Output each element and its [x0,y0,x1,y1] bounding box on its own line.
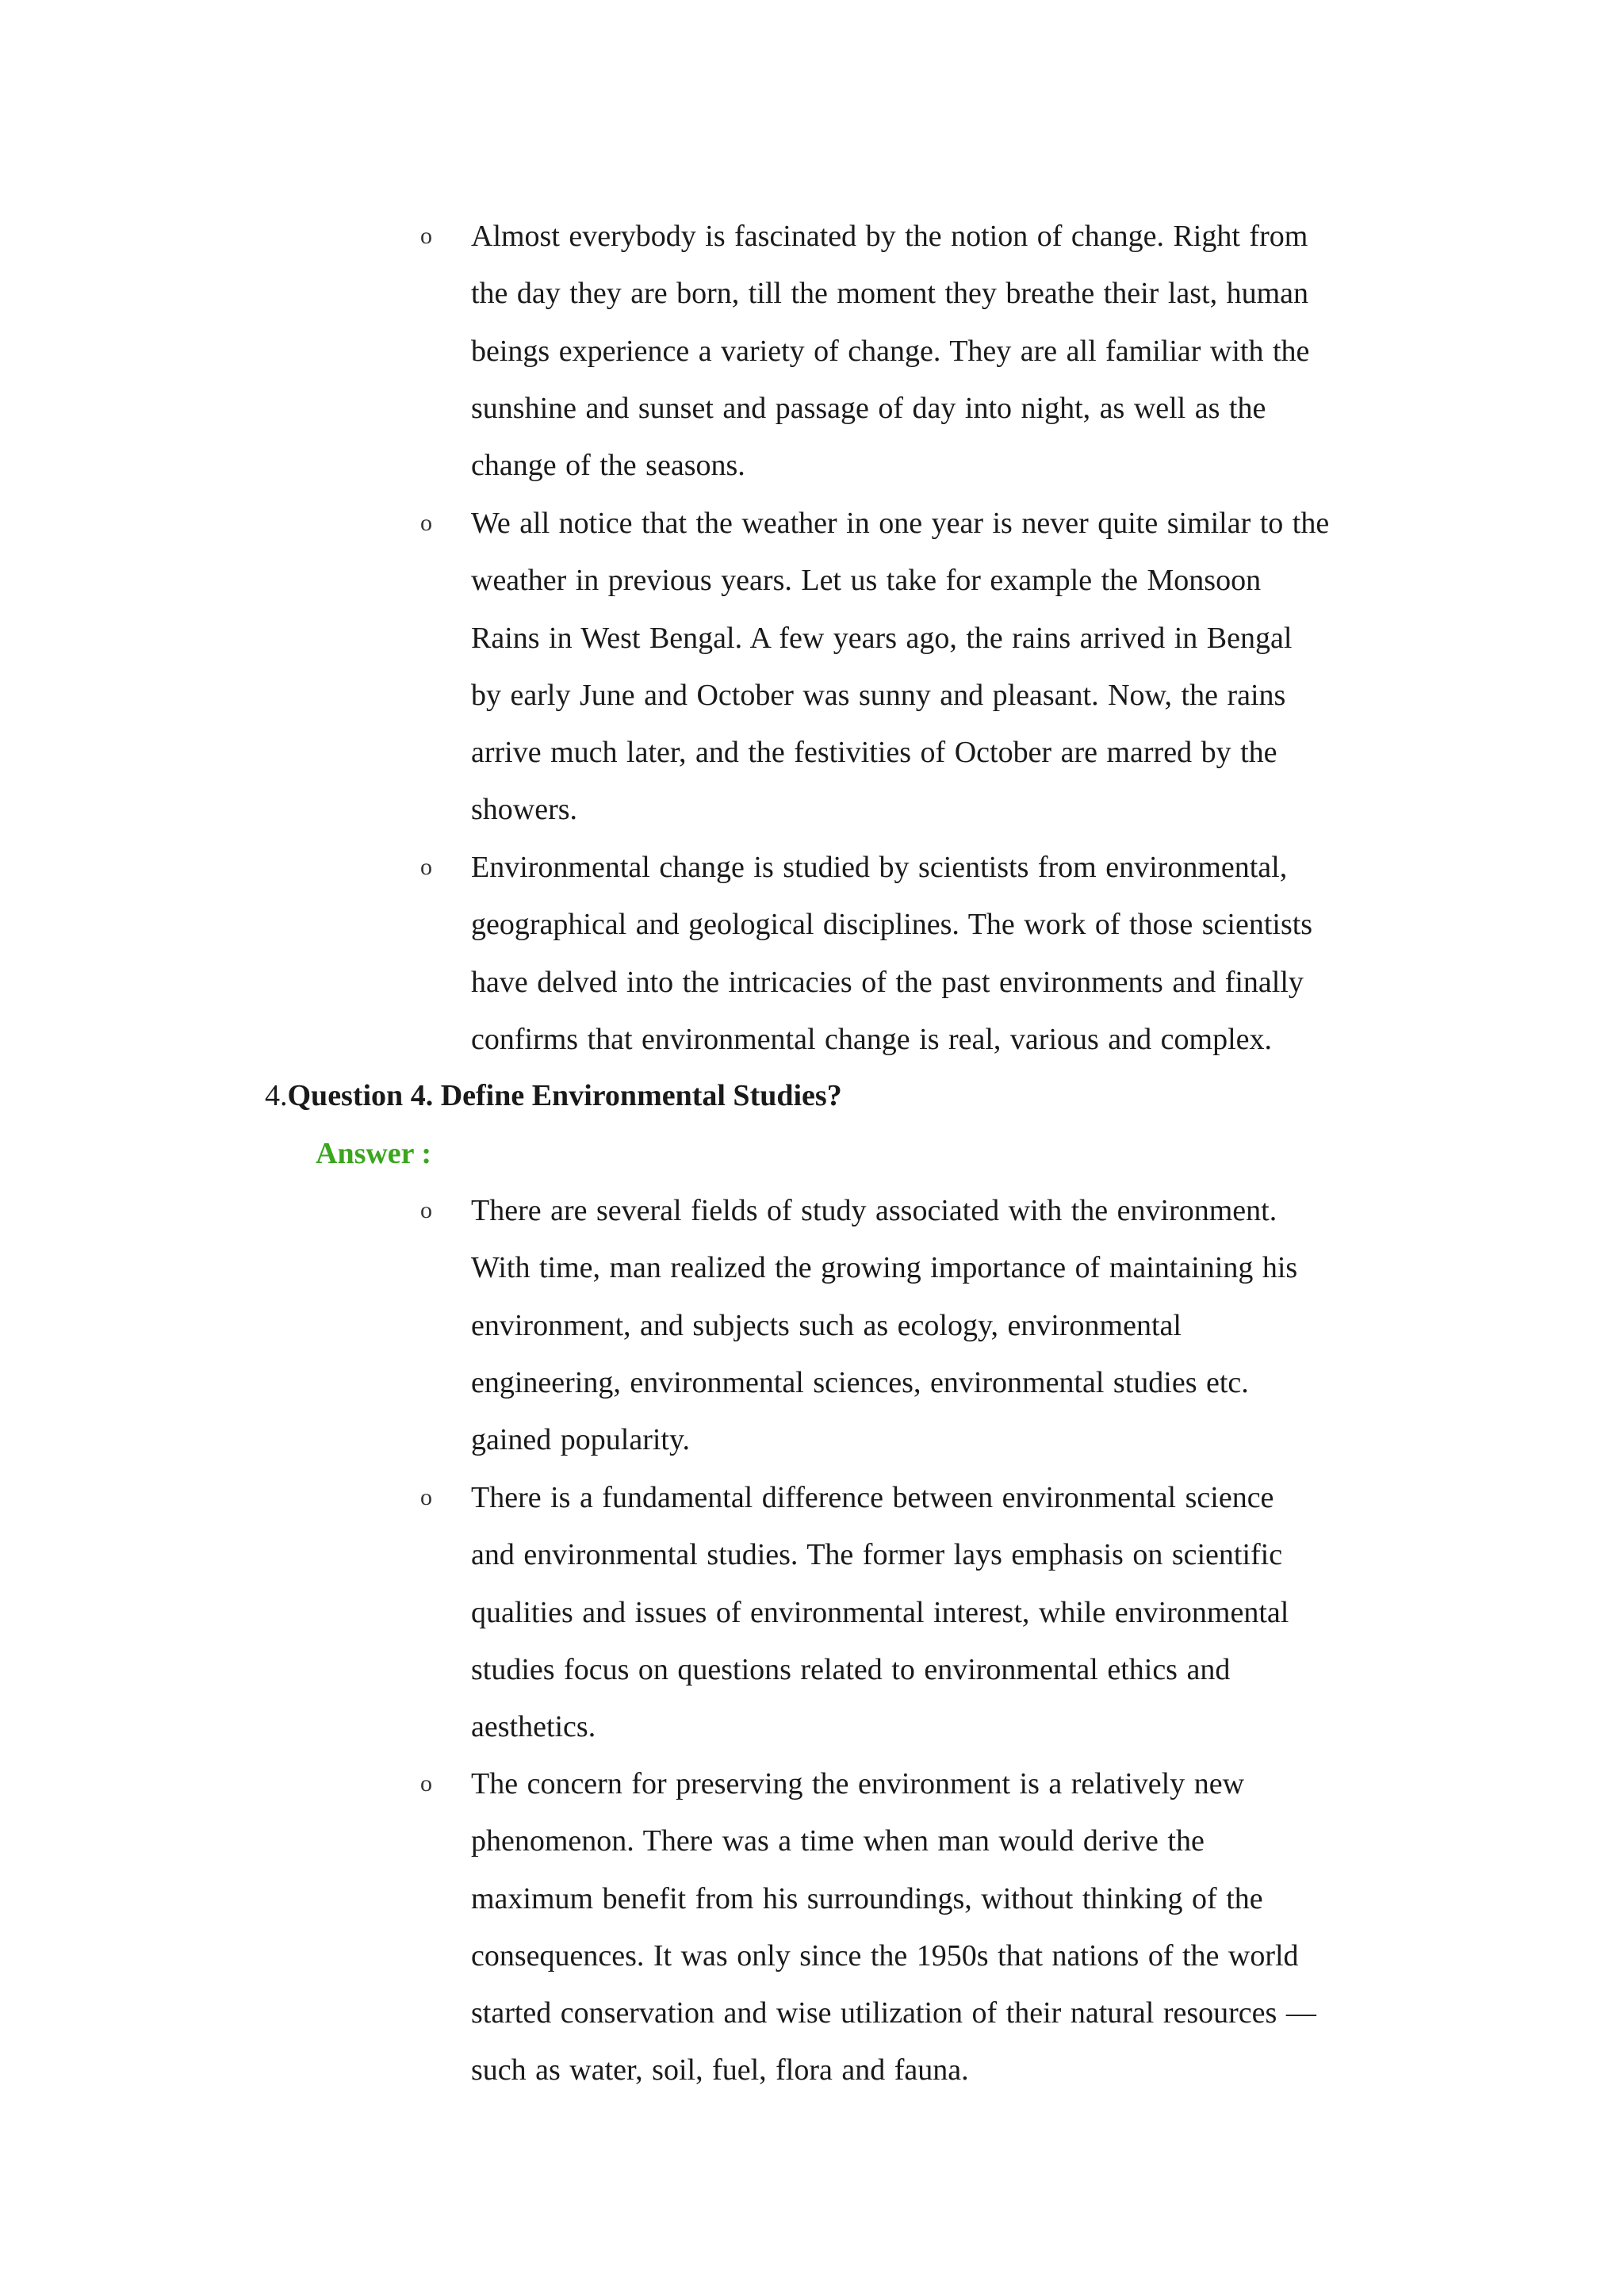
bullet-text [471,1182,1388,1468]
text-line: showers. [471,793,578,827]
bullet-item [420,495,1388,839]
text-line: such as water, soil, fuel, flora and fauna. [471,2053,969,2087]
text-line: Rains in West Bengal. A few years ago, the rains arrived in Bengal [471,621,1293,655]
text-line: There is a fundamental difference between environmental science [471,1481,1274,1514]
text-line: geographical and geological disciplines. The work of those scientists [471,908,1313,942]
bullet-item [420,839,1388,1068]
text-line: There are several fields of study associated with the environment. [471,1194,1277,1227]
text-line: With time, man realized the growing importance of maintaining his [471,1251,1298,1285]
bullet-text [471,1469,1388,1755]
text-line: arrive much later, and the festivities of October are marred by the [471,736,1277,770]
bullet-text [471,1755,1388,2099]
question-number: 4. [265,1079,288,1112]
bullet-marker: o [420,854,432,880]
text-line: aesthetics. [471,1710,596,1744]
bullet-item [420,208,1388,494]
text-line: gained popularity. [471,1423,691,1457]
question-heading [265,1067,842,1124]
text-line: sunshine and sunset and passage of day into night, as well as the [471,391,1266,425]
text-line: started conservation and wise utilization of their natural resources — [471,1996,1316,2030]
text-line: the day they are born, till the moment they breathe their last, human [471,277,1309,311]
text-line: have delved into the intricacies of the past environments and finally [471,965,1304,999]
bullet-marker: o [420,510,432,536]
text-line: studies focus on questions related to environmental ethics and [471,1652,1231,1686]
text-line: weather in previous years. Let us take for example the Monsoon [471,564,1262,598]
bullet-text [471,208,1388,494]
text-line: maximum benefit from his surroundings, without thinking of the [471,1881,1263,1915]
bullet-marker: o [420,1484,432,1510]
bullet-marker: o [420,223,432,249]
text-line: beings experience a variety of change. They are all familiar with the [471,334,1310,368]
text-line: by early June and October was sunny and pleasant. Now, the rains [471,678,1286,712]
text-line: change of the seasons. [471,449,745,483]
bullet-item [420,1469,1388,1755]
bullet-text [471,839,1388,1068]
text-line: confirms that environmental change is real, various and complex. [471,1022,1273,1056]
text-line: engineering, environmental sciences, environmental studies etc. [471,1365,1249,1399]
text-line: consequences. It was only since the 1950s that nations of the world [471,1938,1299,1973]
text-line: environment, and subjects such as ecology, environmental [471,1308,1182,1342]
bullet-item [420,1755,1388,2099]
text-line: Almost everybody is fascinated by the notion of change. Right from [471,220,1308,253]
question-text: Question 4. Define Environmental Studies? [287,1079,842,1112]
text-line: qualities and issues of environmental interest, while environmental [471,1595,1289,1629]
text-line: and environmental studies. The former lays emphasis on scientific [471,1538,1283,1572]
answer-label: Answer : [316,1137,432,1170]
text-line: The concern for preserving the environment is a relatively new [471,1767,1245,1800]
bullet-item [420,1182,1388,1468]
text-line: We all notice that the weather in one year is never quite similar to the [471,507,1330,540]
bullet-marker: o [420,1197,432,1223]
text-line: Environmental change is studied by scientists from environmental, [471,851,1288,884]
bullet-marker: o [420,1770,432,1797]
bullet-text [471,495,1388,839]
text-line: phenomenon. There was a time when man would derive the [471,1824,1205,1858]
